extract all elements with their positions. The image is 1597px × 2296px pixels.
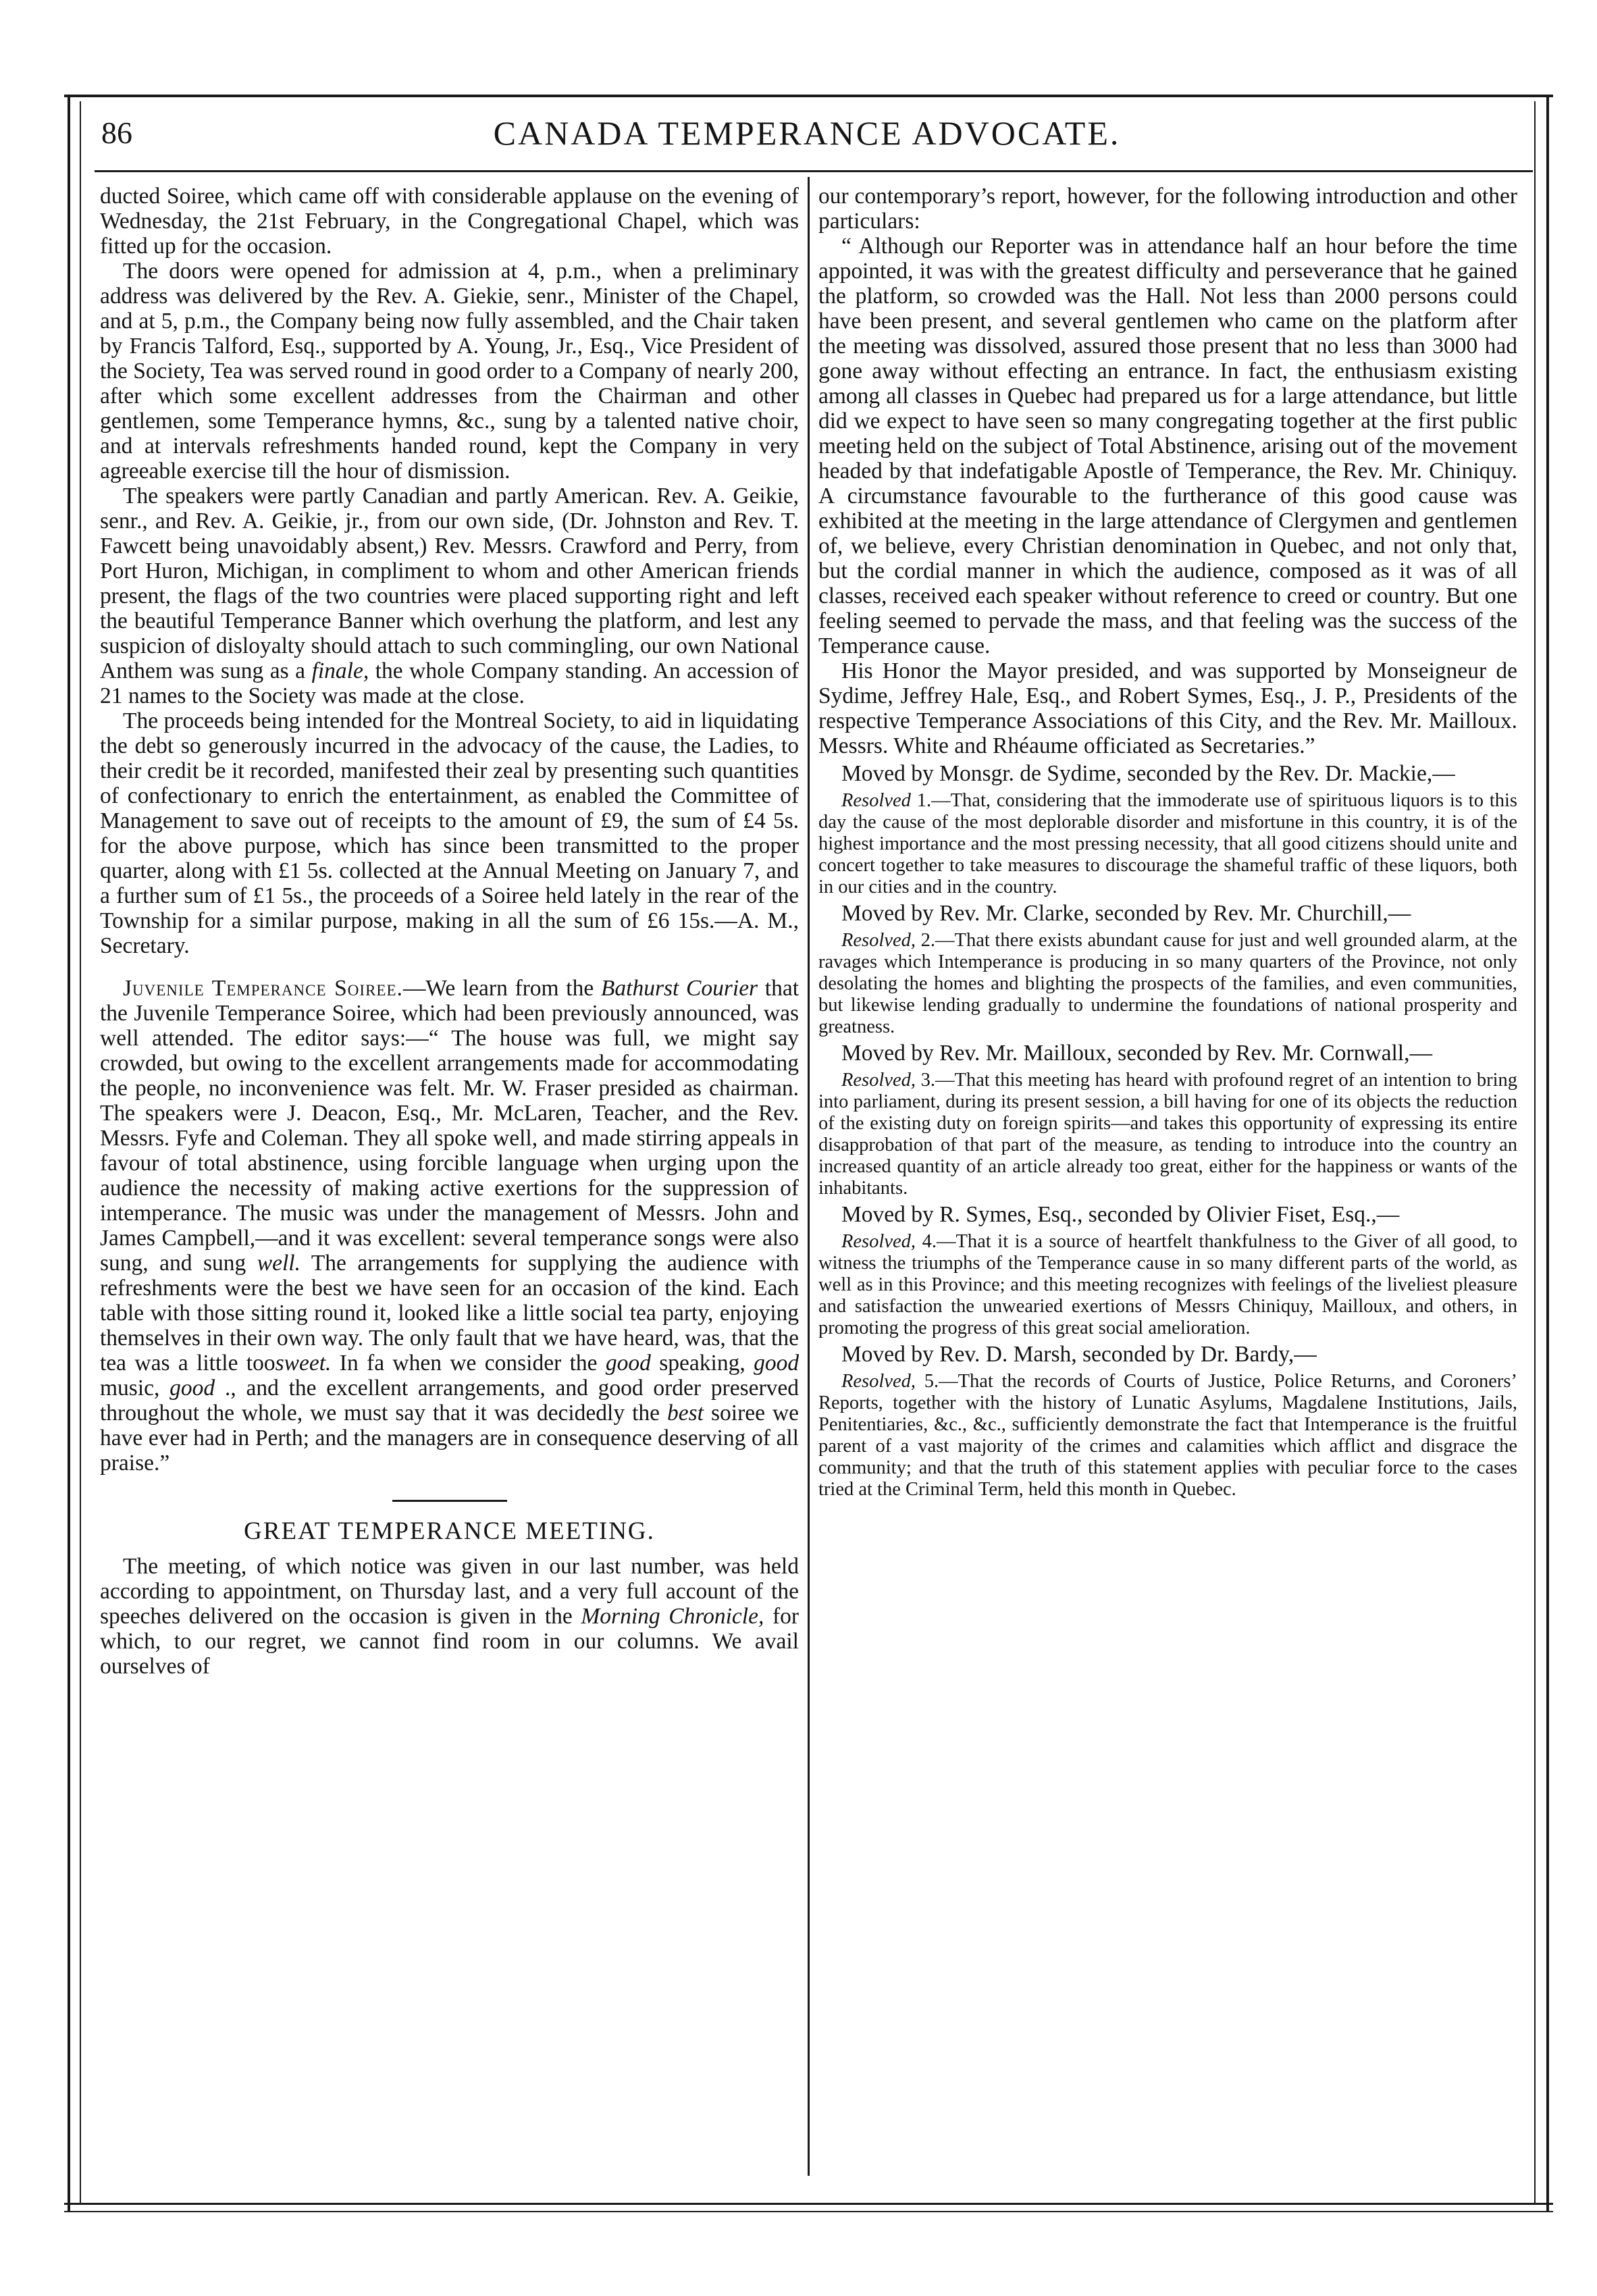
frame-right-rule [1546, 95, 1549, 2212]
great-temperance-meeting-heading: GREAT TEMPERANCE MEETING. [244, 1517, 655, 1545]
page-number: 86 [101, 115, 132, 150]
juvenile-soiree-article: Juvenile Temperance Soiree.—We learn from the Bathurst Courier that the Juvenile Temperance Soiree, which had been previously announced, was well attended. The editor says:—“ The house was full, we might say crowded, but owing to the excellent arrangements made for accommodating the people, no inconvenience was felt. Mr. W. Fraser presided as chairman. The speakers were J. Deacon, Esq., Mr. McLaren, Teacher, and the Rev. Messrs. Fyfe and Coleman. They all spoke well, and made stirring appeals in favour of total abstinence, using forcible language when urging upon the audience the necessity of making active exertions for the suppression of intemperance. The music was under the management of Messrs. John and James Campbell,—and it was excellent: several temperance songs were also sung, and sung well. The arrangements for supplying the audience with refreshments were the best we have seen for an occasion of the kind. Each table with those sitting round it, looked like a little social tea party, enjoying themselves in their own way. The only fault that we have heard, was, that the tea was a little toosweet. In fa when we consider the good speaking, good music, good ., and the excellent arrangements, and good order preserved throughout the whole, we must say that it was decidedly the best soiree we have ever had in Perth; and the managers are in consequence deserving of all praise.” [100, 976, 799, 1476]
header-bottom-rule [95, 170, 1533, 172]
right-column [818, 184, 1517, 2071]
juvenile-soiree-heading: Juvenile Temperance Soiree. [123, 976, 403, 1001]
motion-3: Moved by Rev. Mr. Mailloux, seconded by Rev. Mr. Cornwall,— [841, 1041, 1432, 1066]
motion-2: Moved by Rev. Mr. Clarke, seconded by Rev. Mr. Churchill,— [841, 901, 1411, 926]
resolution-2: Resolved, 2.—That there exists abundant cause for just and well grounded alarm, at the ravages which Intemperance is producing in so many quarters of the Province, not only desolating the homes and blighting the prospects of the families, and even communities, but likewise lending gradually to undermine the foundations of national prosperity and greatness. [818, 930, 1517, 1037]
report-paragraph-mayor: His Honor the Mayor presided, and was supported by Monseigneur de Sydime, Jeffrey Hale, Esq., and Robert Symes, Esq., J. P., Presidents of the respective Temperance Associations of this City, and the Rev. Mr. Mailloux. Messrs. White and Rhéaume officiated as Secretaries.” [818, 658, 1517, 758]
running-title: CANADA TEMPERANCE ADVOCATE. [493, 114, 1121, 152]
motion-1: Moved by Monsgr. de Sydime, seconded by the Rev. Dr. Mackie,— [841, 761, 1455, 786]
frame-left-rule [68, 95, 70, 2212]
left-column [100, 184, 799, 2071]
frame-left-inner-rule [80, 101, 81, 2205]
resolution-5: Resolved, 5.—That the records of Courts of Justice, Police Returns, and Coroners’ Reports, together with the history of Lunatic Asylums, Magdalene Institutions, Jails, Penitentiaries, &c., &c., sufficiently demonstrate the fact that Intemperance is the fruitful parent of a vast majority of the crimes and calamities which afflict and disgrace the community; and that the truth of this statement applies with peculiar force to the cases tried at the Criminal Term, held this month in Quebec. [818, 1371, 1517, 1500]
section-divider [392, 1500, 507, 1502]
motion-4: Moved by R. Symes, Esq., seconded by Olivier Fiset, Esq.,— [841, 1202, 1400, 1227]
soiree-paragraph-doors: The doors were opened for admission at 4, p.m., when a preliminary address was delivered by the Rev. A. Giekie, senr., Minister of the Chapel, and at 5, p.m., the Company being now fully assembled, and the Chair taken by Francis Talford, Esq., supported by A. Young, Jr., Esq., Vice President of the Society, Tea was served round in good order to a Company of nearly 200, after which some excellent addresses from the Chairman and other gentlemen, some Temperance hymns, &c., sung by a talented native choir, and at intervals refreshments handed round, kept the Company in very agreeable exercise till the hour of dismission. [100, 259, 799, 484]
frame-bottom-rule [64, 2203, 1553, 2205]
page-header [95, 101, 1519, 162]
report-continuation: our contemporary’s report, however, for the following introduction and other particulars: [818, 184, 1517, 234]
resolution-4: Resolved, 4.—That it is a source of heartfelt thankfulness to the Giver of all good, to witness the triumphs of the Temperance cause in so many different parts of the world, as well as in this Province; and this meeting recognizes with feelings of the liveliest pleasure and satisfaction the unwearied exertions of Messrs Chiniquy, Mailloux, and others, in promoting the progress of this great social amelioration. [818, 1231, 1517, 1338]
resolution-1: Resolved 1.—That, considering that the immoderate use of spirituous liquors is to this day the cause of the most deplorable disorder and misfortune in this country, it is of the highest importance and the most pressing necessity, that all good citizens should unite and concert together to take measures to discourage the shameful traffic of these liquors, both in our cities and in the country. [818, 790, 1517, 897]
meeting-intro: The meeting, of which notice was given in our last number, was held according to appointment, on Thursday last, and a very full account of the speeches delivered on the occasion is given in the Morning Chronicle, for which, to our regret, we cannot find room in our columns. We avail ourselves of [100, 1554, 799, 1679]
column-divider [808, 177, 810, 2176]
frame-top-rule [64, 95, 1553, 97]
soiree-continuation: ducted Soiree, which came off with considerable applause on the evening of Wednesday, the 21st February, in the Congregational Chapel, which was fitted up for the occasion. [100, 184, 799, 259]
soiree-paragraph-speakers: The speakers were partly Canadian and partly American. Rev. A. Geikie, senr., and Rev. A. Geikie, jr., from our own side, (Dr. Johnston and Rev. T. Fawcett being unavoidably absent,) Rev. Messrs. Crawford and Perry, from Port Huron, Michigan, in compliment to whom and other American friends present, the flags of the two countries were placed supporting right and left the beautiful Temperance Banner which overhung the platform, and lest any suspicion of disloyalty should attach to such commingling, our own National Anthem was sung as a finale, the whole Company standing. An accession of 21 names to the Society was made at the close. [100, 484, 799, 708]
motion-5: Moved by Rev. D. Marsh, seconded by Dr. Bardy,— [841, 1342, 1317, 1367]
report-paragraph-attendance: “ Although our Reporter was in attendance half an hour before the time appointed, it was with the greatest difficulty and perseverance that he gained the platform, so crowded was the Hall. Not less than 2000 persons could have been present, and several gentlemen who came on the platform after the meeting was dissolved, assured those present that no less than 3000 had gone away without effecting an entrance. In fact, the enthusiasm existing among all classes in Quebec had prepared us for a large attendance, but little did we expect to have seen so many congregating together at the first public meeting held on the subject of Total Abstinence, arising out of the movement headed by that indefatigable Apostle of Temperance, the Rev. Mr. Chiniquy. A circumstance favourable to the furtherance of this good cause was exhibited at the meeting in the large attendance of Clergymen and gentlemen of, we believe, every Christian denomination in Quebec, and not only that, but the cordial manner in which the audience, composed as it was of all classes, received each speaker without reference to creed or country. But one feeling seemed to pervade the mass, and that feeling was the success of the Temperance cause. [818, 234, 1517, 658]
soiree-paragraph-proceeds: The proceeds being intended for the Montreal Society, to aid in liquidating the debt so generously incurred in the advocacy of the cause, the Ladies, to their credit be it recorded, manifested their zeal by presenting such quantities of confectionary to enrich the entertainment, as enabled the Committee of Management to save out of receipts to the amount of £9, the sum of £4 5s. for the above purpose, which has since been transmitted to the proper quarter, along with £1 5s. collected at the Annual Meeting on January 7, and a further sum of £1 5s., the proceeds of a Soiree held lately in the rear of the Township for a similar purpose, making in all the sum of £6 15s.—A. M., Secretary. [100, 708, 799, 958]
frame-right-inner-rule [1534, 101, 1536, 2205]
resolution-3: Resolved, 3.—That this meeting has heard with profound regret of an intention to bring into parliament, during its present session, a bill having for one of its objects the reduction of the existing duty on foreign spirits—and takes this opportunity of expressing its entire disapprobation of that part of the measure, as tending to introduce into the country an increased quantity of an article already too great, either for the happiness or wants of the inhabitants. [818, 1070, 1517, 1199]
frame-bottom-rule-outer [64, 2211, 1553, 2212]
